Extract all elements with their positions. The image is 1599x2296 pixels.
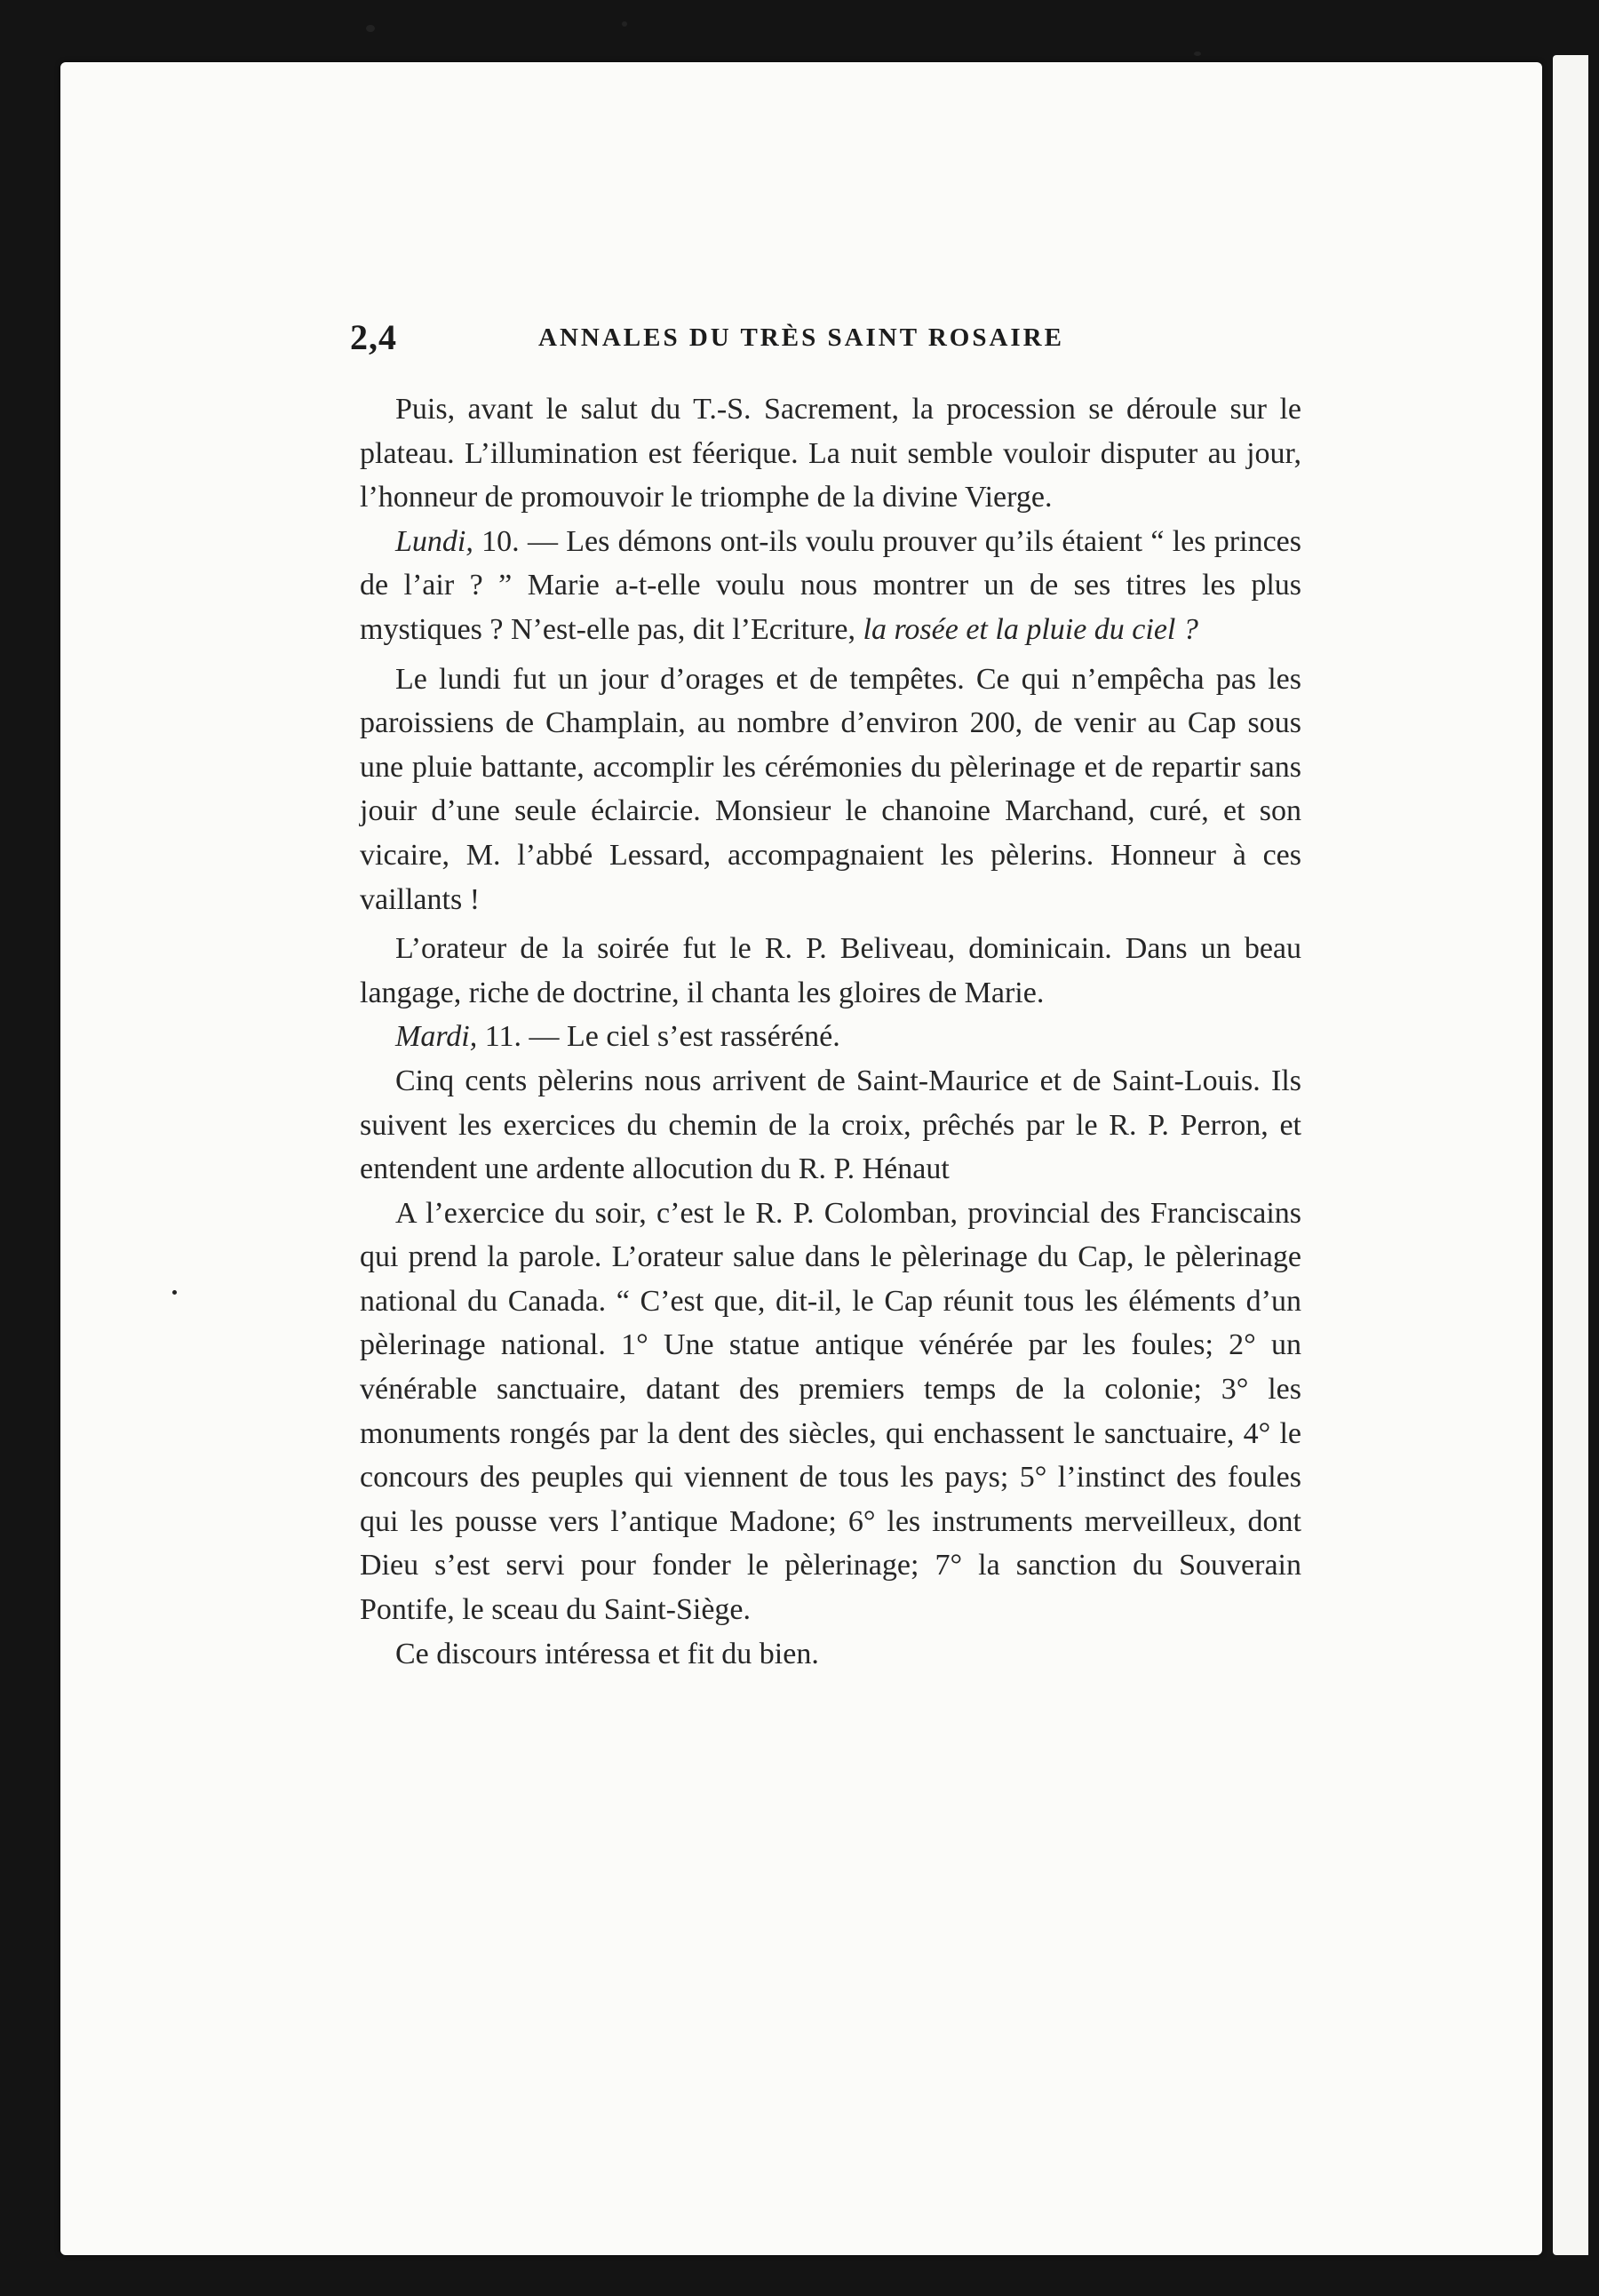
paragraph: Cinq cents pèlerins nous arrivent de Saint-Maurice et de Saint-Louis. Ils suivent les exercices du chemin de la croix, prêchés par le R. P. Perron, et entendent une ardente allocution du R. P. Hénaut: [360, 1064, 1301, 1186]
date-label: Lundi,: [395, 524, 473, 558]
paragraph: L’orateur de la soirée fut le R. P. Beliveau, dominicain. Dans un beau langage, riche de doctrine, il chanta les gloires de Marie.: [360, 932, 1301, 1009]
adjacent-page-edge: [1553, 55, 1588, 2255]
ink-speck: [1194, 52, 1201, 56]
paragraph: Ce discours intéressa et fit du bien.: [395, 1637, 819, 1670]
article-body: [360, 387, 1301, 1676]
paragraph: Mardi, 11. — Le ciel s’est rasséréné.: [395, 1020, 840, 1054]
ink-speck: [172, 1290, 177, 1295]
running-title: ANNALES DU TRÈS SAINT ROSAIRE: [538, 323, 1064, 352]
page-number: 2,4: [350, 317, 397, 357]
ink-speck: [622, 21, 627, 27]
paragraph: Puis, avant le salut du T.-S. Sacrement, la procession se déroule sur le plateau. L’illumination est féerique. La nuit semble vouloir disputer au jour, l’honneur de promouvoir le triomphe de la divine Vierge.: [360, 393, 1301, 514]
paragraph: Lundi, 10. — Les démons ont-ils voulu prouver qu’ils étaient “ les princes de l’air ? ” Marie a-t-elle voulu nous montrer un de ses titres les plus mystiques ? N’est-elle pas, dit l’Ecriture, la rosée et la pluie du ciel ?: [360, 524, 1301, 646]
paragraph: Le lundi fut un jour d’orages et de tempêtes. Ce qui n’empêcha pas les paroissiens de Champlain, au nombre d’environ 200, de venir au Cap sous une pluie battante, accomplir les cérémonies du pèlerinage et de repartir sans jouir d’une seule éclaircie. Monsieur le chanoine Marchand, curé, et son vicaire, M. l’abbé Lessard, accompagnaient les pèlerins. Honneur à ces vaillants !: [360, 662, 1301, 916]
scripture-quote: la rosée et la pluie du ciel ?: [863, 612, 1198, 646]
ink-speck: [366, 25, 375, 32]
page-header: [350, 316, 1318, 366]
date-label: Mardi,: [395, 1020, 478, 1054]
paragraph: A l’exercice du soir, c’est le R. P. Colomban, provincial des Franciscains qui prend la parole. L’orateur salue dans le pèlerinage du Cap, le pèlerinage national du Canada. “ C’est que, dit-il, le Cap réunit tous les éléments d’un pèlerinage national. 1° Une statue antique vénérée par les foules; 2° un vénérable sanctuaire, datant des premiers temps de la colonie; 3° les monuments rongés par la dent des siècles, qui enchassent le sanctuaire, 4° le concours des peuples qui viennent de tous les pays; 5° l’instinct des foules qui les pousse vers l’antique Madone; 6° les instruments merveilleux, dont Dieu s’est servi pour fonder le pèlerinage; 7° la sanction du Souverain Pontife, le sceau du Saint-Siège.: [360, 1196, 1301, 1627]
